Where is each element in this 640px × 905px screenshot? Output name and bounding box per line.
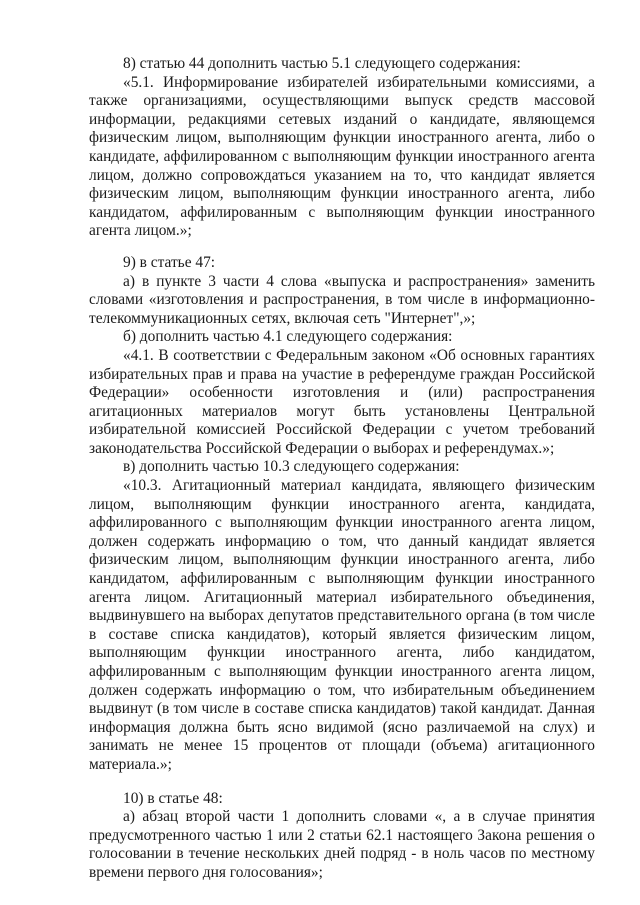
item-10-heading: 10) в статье 48: [123, 789, 223, 807]
item-9b-heading: б) дополнить частью 4.1 следующего содержания: [123, 328, 453, 346]
item-9c-text: «10.3. Агитационный материал кандидата, являющего физическим лицом, выполняющим функции иностранного агента, кандидата, аффилированного с выполняющим функции иностранного агента лицом, должен содержать информацию о том, что данный кандидат является физическим лицом, выполняющим функции иностранного агента, либо кандидатом, аффилированным с выполняющим функции иностранного агента лицом. Агитационный материал избирательного объединения, выдвинувшего на выборах депутатов представительного органа (в том числе в составе списка кандидатов), который является физическим лицом, выполняющим функции иностранного агента, либо кандидатом, аффилированным с выполняющим функции иностранного агента лицом, должен содержать информацию о том, что избирательным объединением выдвинут (в том числе в составе списка кандидатов) такой кандидат. Данная информация должна быть ясно видимой (ясно различаемой на слух) и занимать не менее 15 процентов от площади (объема) агитационного материала.»; [89, 477, 595, 773]
paragraph-gap [89, 775, 595, 790]
item-8-text: «5.1. Информирование избирателей избирательными комиссиями, а также организациями, осуществляющими выпуск средств массовой информации, редакциями сетевых изданий о кандидате, являющемся физическим лицом, выполняющим функции иностранного агента, либо о кандидате, аффилированном с выполняющим функции иностранного агента лицом, должно сопровождаться указанием на то, что кандидат является физическим лицом, выполняющим функции иностранного агента, либо кандидатом, аффилированным с выполняющим функции иностранного агента лицом.»; [89, 73, 595, 240]
item-8-heading: 8) статью 44 дополнить частью 5.1 следующего содержания: [123, 55, 521, 72]
item-9c-heading: в) дополнить частью 10.3 следующего содержания: [123, 458, 460, 476]
document-body [89, 55, 595, 883]
item-9b-text: «4.1. В соответствии с Федеральным законом «Об основных гарантиях избирательных прав и права на участие в референдуме граждан Российской Федерации» особенности изготовления и (или) распространения агитационных материалов могут быть установлены Центральной избирательной комиссией Российской Федерации с учетом требований законодательства Российской Федерации о выборах и референдумах.»; [89, 346, 595, 457]
item-10a-text: а) абзац второй части 1 дополнить словами «, а в случае принятия предусмотренного частью 1 или 2 статьи 62.1 настоящего Закона решения о голосовании в течение нескольких дней подряд - в ноль часов по местному времени первого дня голосования»; [89, 808, 595, 881]
item-9a-text: а) в пункте 3 части 4 слова «выпуска и распространения» заменить словами «изготовления и распространения, в том числе в информационно-телекоммуникационных сетях, включая сеть "Интернет",»; [89, 272, 595, 327]
paragraph-gap [89, 241, 595, 254]
item-9-heading: 9) в статье 47: [123, 253, 216, 271]
